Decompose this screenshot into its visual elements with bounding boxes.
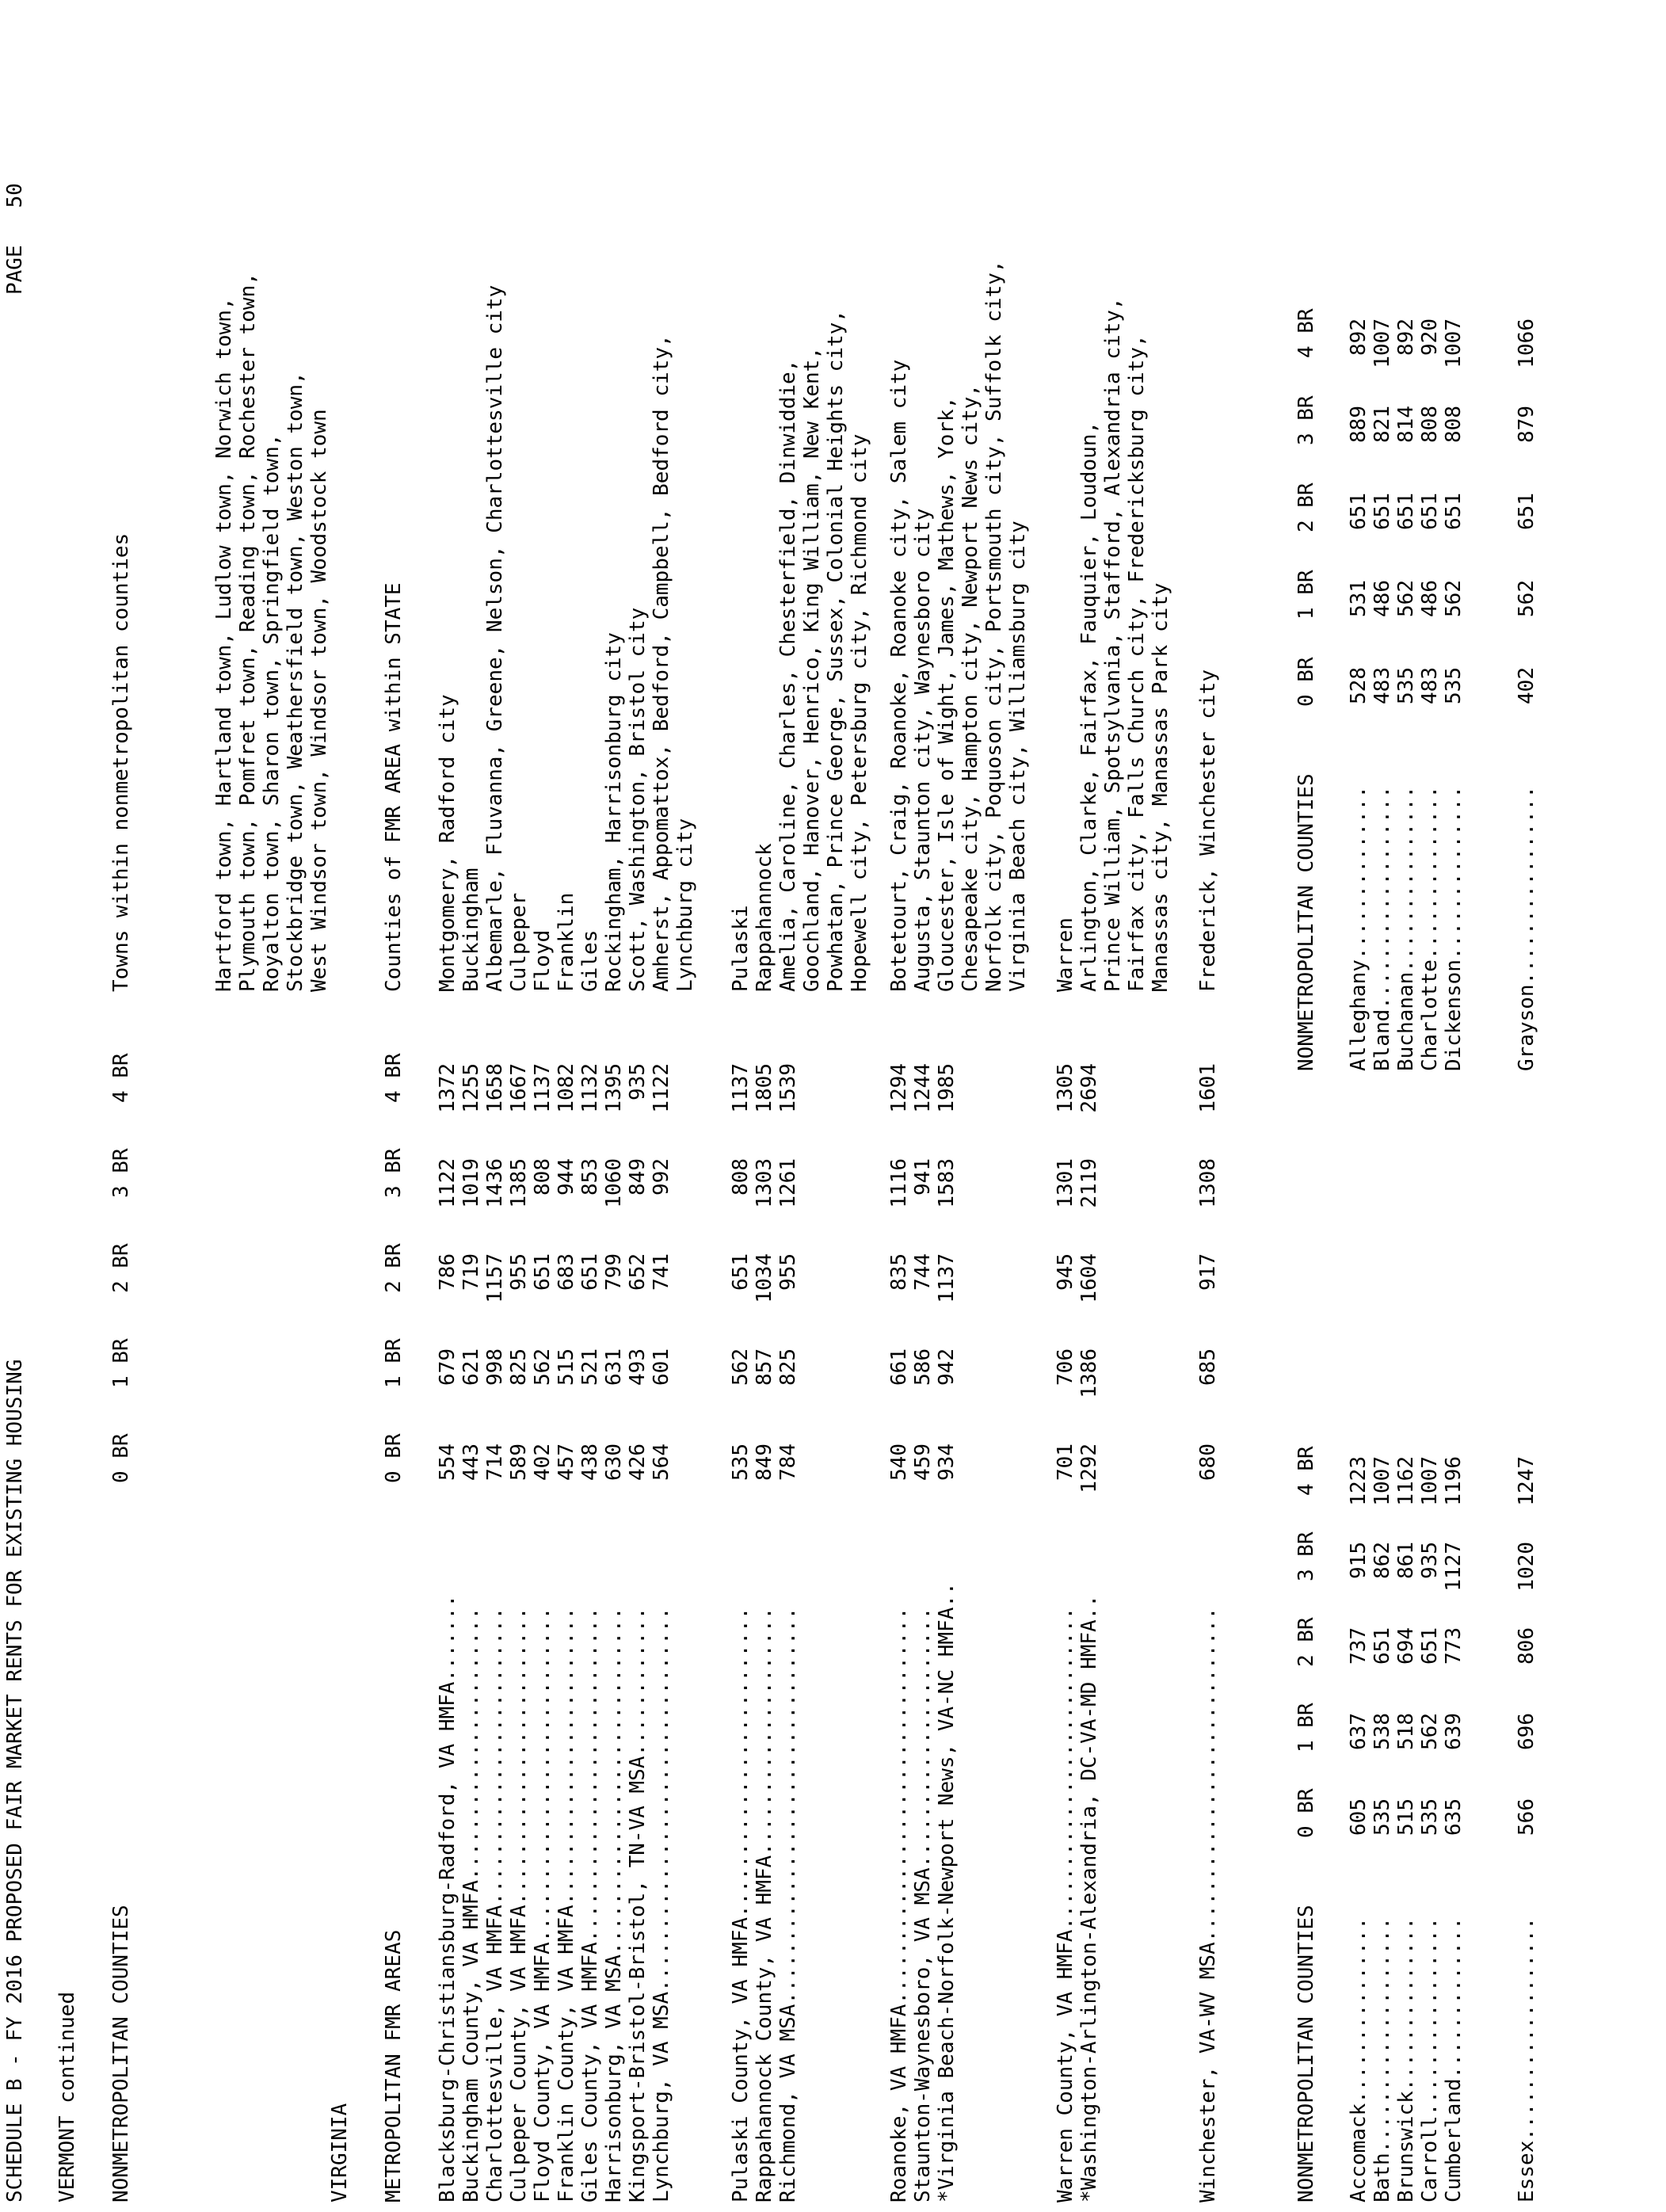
fmr-value-0br: 589: [507, 1444, 531, 1481]
fmr-value-2br: 651: [1347, 493, 1371, 530]
fmr-value-0br: 1292: [1077, 1444, 1101, 1493]
fmr-value-3br: 944: [555, 1158, 578, 1196]
fmr-value-3br: 915: [1347, 1542, 1371, 1579]
county-list-line: Floyd: [531, 929, 555, 992]
fmr-value-4br: 1162: [1394, 1456, 1418, 1506]
fmr-value-2br: 773: [1442, 1627, 1466, 1665]
county-list-line: Rappahannock: [753, 843, 776, 992]
fmr-value-4br: 1372: [436, 1063, 459, 1113]
fmr-value-2br: 741: [650, 1253, 673, 1291]
fmr-value-4br: 1601: [1196, 1063, 1220, 1113]
metro-area-name: Staunton-Waynesboro, VA MSA.....................: [911, 1607, 935, 2202]
nonmetro-county-name: Essex..................: [1515, 1916, 1538, 2202]
fmr-value-2br: 651: [1418, 1627, 1442, 1665]
col-1br: 1 BR: [1294, 1703, 1318, 1752]
fmr-value-0br: 459: [911, 1444, 935, 1481]
fmr-value-1br: 562: [1515, 580, 1538, 617]
fmr-value-1br: 1386: [1077, 1348, 1101, 1398]
vermont-nonmetro-label: NONMETROPOLITAN COUNTIES: [109, 1905, 133, 2202]
fmr-value-0br: 849: [753, 1444, 776, 1481]
fmr-value-2br: 651: [578, 1253, 602, 1291]
nonmetro-county-name: Brunswick..............: [1394, 1916, 1418, 2202]
fmr-value-2br: 651: [1371, 1627, 1394, 1665]
fmr-value-2br: 651: [729, 1253, 753, 1291]
fmr-value-4br: 1294: [887, 1063, 911, 1113]
col-1br: 1 BR: [382, 1338, 406, 1388]
fmr-value-2br: 651: [1418, 493, 1442, 530]
fmr-value-4br: 1247: [1515, 1456, 1538, 1506]
col-3br: 3 BR: [1294, 395, 1318, 445]
fmr-value-4br: 1007: [1371, 1456, 1394, 1506]
fmr-value-2br: 651: [531, 1253, 555, 1291]
fmr-value-3br: 935: [1418, 1542, 1442, 1579]
fmr-value-2br: 744: [911, 1253, 935, 1291]
metro-area-name: Richmond, VA MSA................................: [776, 1607, 800, 2202]
col-0br: 0 BR: [1294, 1788, 1318, 1838]
fmr-value-3br: 814: [1394, 406, 1418, 443]
county-list-line: Franklin: [555, 892, 578, 992]
fmr-value-2br: 799: [602, 1253, 626, 1291]
metro-area-name: Floyd County, VA HMFA...........................: [531, 1607, 555, 2202]
fmr-value-3br: 1020: [1515, 1542, 1538, 1592]
fmr-value-2br: 683: [555, 1253, 578, 1291]
county-list-line: Norfolk city, Poquoson city, Portsmouth city, Suffolk city,: [982, 260, 1006, 992]
county-list-line: Amherst, Appomattox, Bedford, Campbell, Bedford city,: [650, 334, 673, 992]
fmr-value-0br: 540: [887, 1444, 911, 1481]
state-heading-vermont: VERMONT continued: [55, 1991, 79, 2202]
fmr-value-2br: 786: [436, 1253, 459, 1291]
county-list-line: Scott, Washington, Bristol city: [626, 607, 650, 992]
fmr-value-3br: 861: [1394, 1542, 1418, 1579]
fmr-value-0br: 515: [1394, 1798, 1418, 1836]
fmr-value-1br: 521: [578, 1348, 602, 1386]
county-list-line: Botetourt, Craig, Roanoke, Roanoke city, Salem city: [887, 359, 911, 992]
metro-area-name: *Washington-Arlington-Alexandria, DC-VA-MD HMFA..: [1077, 1594, 1101, 2202]
fmr-value-0br: 714: [483, 1444, 507, 1481]
counties-header: Counties of FMR AREA within STATE: [382, 582, 406, 992]
metro-area-name: Charlottesville, VA HMFA........................: [483, 1607, 507, 2202]
county-list-line: Virginia Beach city, Williamsburg city: [1006, 521, 1030, 992]
fmr-value-4br: 920: [1418, 318, 1442, 356]
nonmetro-label-left: NONMETROPOLITAN COUNTIES: [1294, 1905, 1318, 2202]
fmr-value-2br: 651: [1371, 493, 1394, 530]
fmr-value-1br: 486: [1371, 580, 1394, 617]
fmr-value-4br: 1196: [1442, 1456, 1466, 1506]
fmr-value-3br: 1060: [602, 1158, 626, 1208]
fmr-value-1br: 825: [776, 1348, 800, 1386]
fmr-value-0br: 701: [1054, 1444, 1077, 1481]
fmr-value-4br: 1137: [729, 1063, 753, 1113]
fmr-value-3br: 2119: [1077, 1158, 1101, 1208]
metro-area-name: Roanoke, VA HMFA................................: [887, 1607, 911, 2202]
fmr-value-0br: 483: [1371, 667, 1394, 704]
fmr-value-3br: 821: [1371, 406, 1394, 443]
fmr-value-1br: 706: [1054, 1348, 1077, 1386]
fmr-value-1br: 825: [507, 1348, 531, 1386]
fmr-value-4br: 1658: [483, 1063, 507, 1113]
fmr-value-0br: 630: [602, 1444, 626, 1481]
fmr-value-2br: 806: [1515, 1627, 1538, 1665]
fmr-value-0br: 438: [578, 1444, 602, 1481]
fmr-value-2br: 835: [887, 1253, 911, 1291]
fmr-value-2br: 651: [1394, 493, 1418, 530]
fmr-value-2br: 651: [1515, 493, 1538, 530]
fmr-value-3br: 1019: [459, 1158, 483, 1208]
fmr-value-0br: 535: [1371, 1798, 1394, 1836]
nonmetro-county-name: Charlotte..............: [1418, 785, 1442, 1071]
county-list-line: Albemarle, Fluvanna, Greene, Nelson, Charlottesville city: [483, 284, 507, 992]
fmr-value-1br: 639: [1442, 1713, 1466, 1750]
fmr-value-3br: 808: [531, 1158, 555, 1196]
county-list-line: Amelia, Caroline, Charles, Chesterfield, Dinwiddie,: [776, 359, 800, 992]
state-heading-virginia: VIRGINIA: [328, 2103, 352, 2202]
fmr-value-1br: 562: [531, 1348, 555, 1386]
col-1br: 1 BR: [1294, 570, 1318, 620]
fmr-value-0br: 443: [459, 1444, 483, 1481]
fmr-value-0br: 535: [1394, 667, 1418, 704]
fmr-value-1br: 562: [729, 1348, 753, 1386]
metro-area-name: *Virginia Beach-Norfolk-Newport News, VA-NC HMFA..: [935, 1582, 959, 2202]
nonmetro-county-name: Cumberland.............: [1442, 1916, 1466, 2202]
fmr-value-2br: 1604: [1077, 1253, 1101, 1303]
fmr-value-0br: 635: [1442, 1798, 1466, 1836]
fmr-value-3br: 1583: [935, 1158, 959, 1208]
col-4br: 4 BR: [1294, 1446, 1318, 1496]
fmr-value-2br: 1157: [483, 1253, 507, 1303]
fmr-value-2br: 955: [776, 1253, 800, 1291]
fmr-value-3br: 1303: [753, 1158, 776, 1208]
fmr-value-2br: 651: [1442, 493, 1466, 530]
county-list-line: Augusta, Staunton city, Waynesboro city: [911, 508, 935, 992]
metro-area-name: Kingsport-Bristol-Bristol, TN-VA MSA............: [626, 1607, 650, 2202]
fmr-value-2br: 694: [1394, 1627, 1418, 1665]
nonmetro-county-name: Alleghany..............: [1347, 785, 1371, 1071]
fmr-value-3br: 1122: [436, 1158, 459, 1208]
fmr-value-4br: 1066: [1515, 318, 1538, 368]
fmr-value-3br: 1436: [483, 1158, 507, 1208]
fmr-value-1br: 562: [1442, 580, 1466, 617]
towns-header: Towns within nonmetropolitan counties: [109, 532, 133, 992]
town-line: Royalton town, Sharon town, Springfield town,: [260, 433, 284, 992]
fmr-value-1br: 621: [459, 1348, 483, 1386]
fmr-value-4br: 1137: [531, 1063, 555, 1113]
metro-area-name: Lynchburg, VA MSA...............................: [650, 1607, 673, 2202]
metro-area-name: Rappahannock County, VA HMFA....................: [753, 1607, 776, 2202]
metro-areas-label: METROPOLITAN FMR AREAS: [382, 1929, 406, 2202]
col-4br: 4 BR: [382, 1053, 406, 1103]
metro-area-name: Warren County, VA HMFA..........................: [1054, 1607, 1077, 2202]
fmr-value-4br: 1122: [650, 1063, 673, 1113]
fmr-value-3br: 808: [1418, 406, 1442, 443]
metro-area-name: Giles County, VA HMFA...........................: [578, 1607, 602, 2202]
col-2br: 2 BR: [1294, 1617, 1318, 1667]
town-line: Plymouth town, Pomfret town, Reading town, Rochester town,: [236, 273, 260, 992]
document-title: SCHEDULE B - FY 2016 PROPOSED FAIR MARKET RENTS FOR EXISTING HOUSING: [3, 1359, 27, 2202]
fmr-value-1br: 562: [1418, 1713, 1442, 1750]
fmr-value-0br: 564: [650, 1444, 673, 1481]
fmr-value-3br: 1116: [887, 1158, 911, 1208]
fmr-value-3br: 808: [1442, 406, 1466, 443]
county-list-line: Goochland, Hanover, Henrico, King William, New Kent,: [800, 347, 824, 992]
county-list-line: Giles: [578, 929, 602, 992]
fmr-value-2br: 917: [1196, 1253, 1220, 1291]
metro-area-name: Blacksburg-Christiansburg-Radford, VA HMFA.......: [436, 1594, 459, 2202]
metro-area-name: Buckingham County, VA HMFA......................: [459, 1607, 483, 2202]
county-list-line: Gloucester, Isle of Wight, James, Mathews, York,: [935, 396, 959, 992]
fmr-value-2br: 1137: [935, 1253, 959, 1303]
fmr-value-1br: 531: [1347, 580, 1371, 617]
fmr-value-1br: 857: [753, 1348, 776, 1386]
county-list-line: Lynchburg city: [673, 818, 697, 992]
fmr-value-0br: 535: [1442, 667, 1466, 704]
fmr-value-4br: 1255: [459, 1063, 483, 1113]
fmr-value-4br: 1395: [602, 1063, 626, 1113]
fmr-value-1br: 562: [1394, 580, 1418, 617]
fmr-value-3br: 1127: [1442, 1542, 1466, 1592]
fmr-value-1br: 515: [555, 1348, 578, 1386]
fmr-value-4br: 2694: [1077, 1063, 1101, 1113]
town-line: West Windsor town, Windsor town, Woodstock town: [307, 409, 331, 992]
county-list-line: Culpeper: [507, 892, 531, 992]
page-number: PAGE 50: [3, 183, 27, 295]
fmr-value-3br: 1308: [1196, 1158, 1220, 1208]
county-list-line: Hopewell city, Petersburg city, Richmond city: [848, 433, 871, 992]
nonmetro-county-name: Dickenson..............: [1442, 785, 1466, 1071]
fmr-value-0br: 528: [1347, 667, 1371, 704]
town-line: Hartford town, Hartland town, Ludlow town, Norwich town,: [212, 297, 236, 992]
fmr-value-0br: 402: [1515, 667, 1538, 704]
town-line: Stockbridge town, Weathersfield town, Weston town,: [284, 372, 307, 992]
fmr-value-0br: 554: [436, 1444, 459, 1481]
county-list-line: Buckingham: [459, 868, 483, 992]
fmr-value-4br: 935: [626, 1063, 650, 1100]
col-2br: 2 BR: [109, 1243, 133, 1293]
fmr-value-2br: 1034: [753, 1253, 776, 1303]
fmr-value-1br: 685: [1196, 1348, 1220, 1386]
fmr-value-4br: 1667: [507, 1063, 531, 1113]
nonmetro-county-name: Bath...................: [1371, 1916, 1394, 2202]
fmr-value-2br: 719: [459, 1253, 483, 1291]
fmr-value-3br: 1301: [1054, 1158, 1077, 1208]
fmr-value-4br: 1082: [555, 1063, 578, 1113]
fmr-value-0br: 535: [729, 1444, 753, 1481]
fmr-value-0br: 457: [555, 1444, 578, 1481]
metro-area-name: Winchester, VA-WV MSA...........................: [1196, 1607, 1220, 2202]
county-list-line: Fairfax city, Falls Church city, Fredericksburg city,: [1125, 334, 1149, 992]
fmr-value-3br: 889: [1347, 406, 1371, 443]
nonmetro-county-name: Carroll................: [1418, 1916, 1442, 2202]
fmr-value-1br: 518: [1394, 1713, 1418, 1750]
metro-area-name: Pulaski County, VA HMFA.........................: [729, 1607, 753, 2202]
col-2br: 2 BR: [1294, 482, 1318, 532]
col-0br: 0 BR: [1294, 657, 1318, 707]
nonmetro-county-name: Accomack...............: [1347, 1916, 1371, 2202]
county-list-line: Chesapeake city, Hampton city, Newport News city,: [959, 383, 982, 992]
fmr-value-1br: 486: [1418, 580, 1442, 617]
fmr-value-2br: 652: [626, 1253, 650, 1291]
fmr-value-4br: 1539: [776, 1063, 800, 1113]
metro-area-name: Culpeper County, VA HMFA........................: [507, 1607, 531, 2202]
col-0br: 0 BR: [382, 1433, 406, 1483]
col-1br: 1 BR: [109, 1338, 133, 1388]
county-list-line: Manassas city, Manassas Park city: [1149, 582, 1172, 992]
fmr-value-1br: 538: [1371, 1713, 1394, 1750]
fmr-value-0br: 566: [1515, 1798, 1538, 1836]
fmr-value-3br: 941: [911, 1158, 935, 1196]
county-list-line: Frederick, Winchester city: [1196, 669, 1220, 992]
fmr-value-1br: 637: [1347, 1713, 1371, 1750]
county-list-line: Prince William, Spotsylvania, Stafford, Alexandria city,: [1101, 297, 1125, 992]
fmr-value-3br: 853: [578, 1158, 602, 1196]
fmr-value-4br: 1007: [1371, 318, 1394, 368]
fmr-value-1br: 661: [887, 1348, 911, 1386]
fmr-value-1br: 493: [626, 1348, 650, 1386]
fmr-value-1br: 631: [602, 1348, 626, 1386]
fmr-value-3br: 1385: [507, 1158, 531, 1208]
fmr-value-0br: 402: [531, 1444, 555, 1481]
fmr-value-2br: 955: [507, 1253, 531, 1291]
fmr-value-3br: 849: [626, 1158, 650, 1196]
col-3br: 3 BR: [382, 1148, 406, 1198]
fmr-value-4br: 1223: [1347, 1456, 1371, 1506]
nonmetro-county-name: Buchanan...............: [1394, 785, 1418, 1071]
col-0br: 0 BR: [109, 1433, 133, 1483]
nonmetro-label-right: NONMETROPOLITAN COUNTIES: [1294, 773, 1318, 1071]
county-list-line: Arlington, Clarke, Fairfax, Fauquier, Loudoun,: [1077, 421, 1101, 992]
fmr-value-4br: 1305: [1054, 1063, 1077, 1113]
col-3br: 3 BR: [1294, 1531, 1318, 1581]
county-list-line: Powhatan, Prince George, Sussex, Colonial Heights city,: [824, 310, 848, 992]
fmr-value-0br: 934: [935, 1444, 959, 1481]
fmr-value-4br: 1805: [753, 1063, 776, 1113]
county-list-line: Warren: [1054, 917, 1077, 992]
nonmetro-county-name: Bland..................: [1371, 785, 1394, 1071]
fmr-value-4br: 892: [1347, 318, 1371, 356]
col-3br: 3 BR: [109, 1148, 133, 1198]
county-list-line: Rockingham, Harrisonburg city: [602, 632, 626, 992]
fmr-value-2br: 737: [1347, 1627, 1371, 1665]
county-list-line: Pulaski: [729, 905, 753, 992]
county-list-line: Montgomery, Radford city: [436, 694, 459, 992]
fmr-value-3br: 879: [1515, 406, 1538, 443]
fmr-value-4br: 1985: [935, 1063, 959, 1113]
fmr-value-4br: 892: [1394, 318, 1418, 356]
metro-area-name: Harrisonburg, VA MSA............................: [602, 1607, 626, 2202]
fmr-value-0br: 784: [776, 1444, 800, 1481]
fmr-value-3br: 1261: [776, 1158, 800, 1208]
col-4br: 4 BR: [109, 1053, 133, 1103]
fmr-value-4br: 1244: [911, 1063, 935, 1113]
fmr-value-3br: 808: [729, 1158, 753, 1196]
col-2br: 2 BR: [382, 1243, 406, 1293]
fmr-value-0br: 680: [1196, 1444, 1220, 1481]
fmr-value-1br: 942: [935, 1348, 959, 1386]
fmr-value-1br: 998: [483, 1348, 507, 1386]
fmr-value-2br: 945: [1054, 1253, 1077, 1291]
fmr-value-1br: 696: [1515, 1713, 1538, 1750]
fmr-value-0br: 535: [1418, 1798, 1442, 1836]
fmr-value-0br: 426: [626, 1444, 650, 1481]
fmr-value-4br: 1007: [1442, 318, 1466, 368]
col-4br: 4 BR: [1294, 308, 1318, 358]
fmr-value-3br: 862: [1371, 1542, 1394, 1579]
fmr-value-1br: 601: [650, 1348, 673, 1386]
nonmetro-county-name: Grayson................: [1515, 785, 1538, 1071]
fmr-value-4br: 1007: [1418, 1456, 1442, 1506]
metro-area-name: Franklin County, VA HMFA........................: [555, 1607, 578, 2202]
fmr-value-0br: 605: [1347, 1798, 1371, 1836]
fmr-value-4br: 1132: [578, 1063, 602, 1113]
fmr-value-0br: 483: [1418, 667, 1442, 704]
fmr-value-1br: 679: [436, 1348, 459, 1386]
fmr-value-1br: 586: [911, 1348, 935, 1386]
fmr-value-3br: 992: [650, 1158, 673, 1196]
